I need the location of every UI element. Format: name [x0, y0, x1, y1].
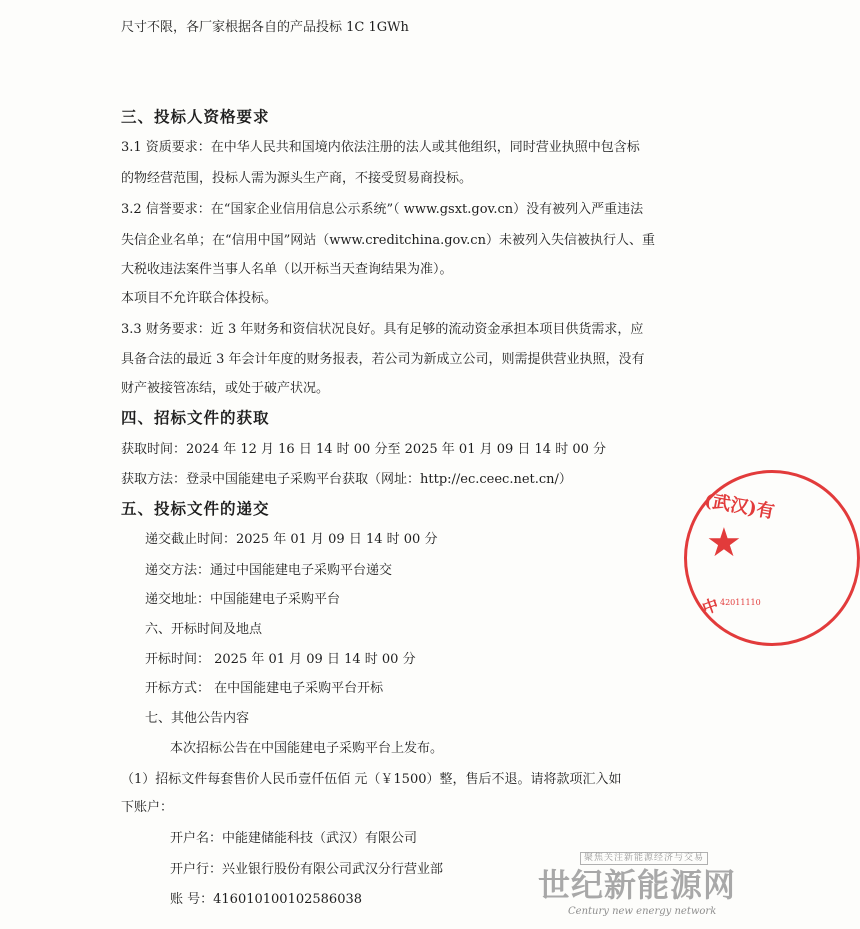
no-consortium-line: 本项目不允许联合体投标。	[121, 291, 278, 306]
seal-number: 42011110	[720, 598, 761, 607]
qualification-3-3-line3: 财产被接管冻结，或处于破产状况。	[121, 381, 330, 396]
qualification-3-1-line2: 的物经营范围，投标人需为源头生产商，不接受贸易商投标。	[121, 171, 473, 186]
account-number-line: 账 号：416010100102586038	[170, 892, 363, 907]
watermark-logo: 世纪新能源网	[538, 866, 737, 904]
qualification-3-3-line2: 具备合法的最近 3 年会计年度的财务报表，若公司为新成立公司，则需提供营业执照，没有	[121, 352, 645, 367]
qualification-3-2-line1: 3.2 信誉要求：在“国家企业信用信息公示系统”（ www.gsxt.gov.cn）没有被列入严重违法	[121, 202, 644, 217]
qualification-3-1-line1: 3.1 资质要求：在中华人民共和国境内依法注册的法人或其他组织，同时营业执照中包含标	[121, 140, 640, 155]
section-5-heading: 五、投标文件的递交	[121, 499, 270, 518]
submit-method-line: 递交方法：通过中国能建电子采购平台递交	[145, 563, 393, 578]
seal-star-icon: ★	[706, 520, 742, 566]
fee-line1: （1）招标文件每套售价人民币壹仟伍佰 元（￥1500）整，售后不退。请将款项汇入如	[121, 772, 622, 787]
open-method-line: 开标方式： 在中国能建电子采购平台开标	[145, 681, 384, 696]
watermark-tagline: 聚焦关注新能源经济与交易	[580, 852, 708, 865]
get-time-line: 获取时间：2024 年 12 月 16 日 14 时 00 分至 2025 年 01 月 09 日 14 时 00 分	[121, 442, 607, 457]
fee-line2: 下账户：	[121, 800, 174, 815]
get-method-line: 获取方法：登录中国能建电子采购平台获取（网址：http://ec.ceec.net.cn/）	[121, 472, 572, 487]
open-time-line: 开标时间： 2025 年 01 月 09 日 14 时 00 分	[145, 652, 416, 667]
notice-line: 本次招标公告在中国能建电子采购平台上发布。	[170, 741, 444, 756]
account-name-line: 开户名：中能建储能科技（武汉）有限公司	[170, 831, 418, 846]
section-4-heading: 四、招标文件的获取	[121, 408, 270, 427]
seal-text-bottom: 中	[699, 594, 722, 619]
section-6-heading: 六、开标时间及地点	[145, 622, 263, 637]
account-bank-line: 开户行：兴业银行股份有限公司武汉分行营业部	[170, 862, 444, 877]
submit-address-line: 递交地址：中国能建电子采购平台	[145, 592, 341, 607]
seal-text-top: (武汉)有	[702, 489, 777, 523]
watermark-english: Century new energy network	[568, 906, 717, 917]
qualification-3-3-line1: 3.3 财务要求：近 3 年财务和资信状况良好。具有足够的流动资金承担本项目供货需求，应	[121, 322, 644, 337]
qualification-3-2-line2: 失信企业名单；在“信用中国”网站（www.creditchina.gov.cn）未被列入失信被执行人、重	[121, 233, 655, 248]
section-3-heading: 三、投标人资格要求	[121, 107, 270, 126]
section-7-heading: 七、其他公告内容	[145, 711, 250, 726]
submit-deadline-line: 递交截止时间：2025 年 01 月 09 日 14 时 00 分	[145, 532, 438, 547]
qualification-3-2-line3: 大税收违法案件当事人名单（以开标当天查询结果为准）。	[121, 262, 453, 277]
size-line: 尺寸不限，各厂家根据各自的产品投标 1C 1GWh	[121, 20, 409, 35]
